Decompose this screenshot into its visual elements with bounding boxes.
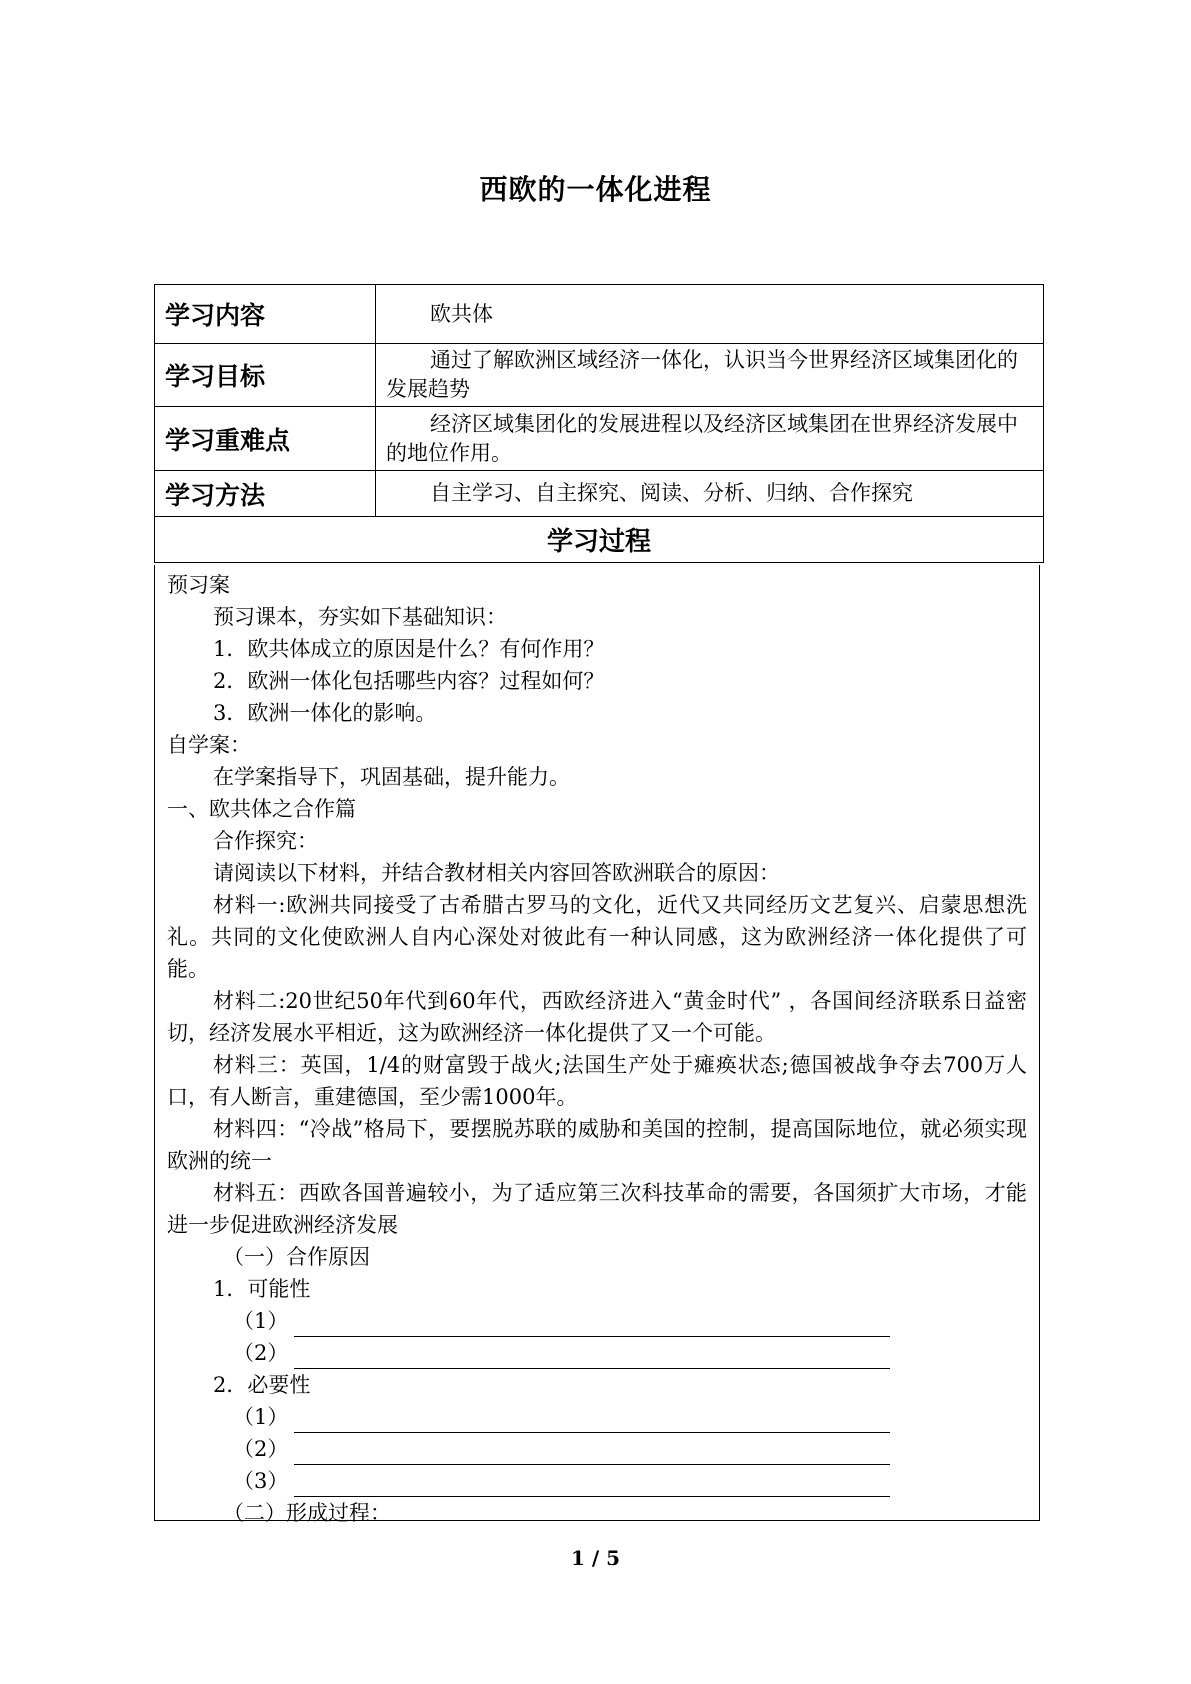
table-row [155,471,1044,517]
blank-line[interactable] [294,1310,890,1337]
page-number: 1 / 5 [570,1546,621,1570]
page-title: 西欧的一体化进程 [479,173,712,206]
process-header: 学习过程 [155,517,1044,563]
necessity-title: 2．必要性 [213,1373,311,1397]
answer-blank[interactable] [167,1305,1027,1337]
answer-blank[interactable] [167,1465,1027,1497]
blank-line[interactable] [294,1406,890,1433]
coop-intro: 请阅读以下材料，并结合教材相关内容回答欧洲联合的原因： [213,861,780,885]
row-value-text: 自主学习、自主探究、阅读、分析、归纳、合作探究 [430,481,913,505]
section-1-title: 一、欧共体之合作篇 [167,797,356,821]
process-body [154,565,1040,1525]
table-row [155,407,1044,471]
coop-title: 合作探究： [213,829,318,853]
blank-line[interactable] [294,1342,890,1369]
preview-intro: 预习课本，夯实如下基础知识： [213,605,507,629]
blank-number: （3） [233,1469,289,1493]
material-5: 材料五：西欧各国普遍较小，为了适应第三次科技革命的需要，各国须扩大市场，才能进一步促进欧洲经济发展 [167,1181,1027,1237]
study-info-table [154,284,1044,563]
blank-number: （2） [233,1437,289,1461]
material-2: 材料二:20世纪50年代到60年代，西欧经济进入“黄金时代” ，各国间经济联系日益密切，经济发展水平相近，这为欧洲经济一体化提供了又一个可能。 [167,989,1027,1045]
question-2: 2．欧洲一体化包括哪些内容？过程如何？ [213,669,605,693]
table-row [155,517,1044,563]
table-row [155,285,1044,344]
blank-number: （1） [233,1309,289,1333]
answer-blank[interactable] [167,1433,1027,1465]
possibility-title: 1．可能性 [213,1277,311,1301]
row-value-text: 经济区域集团化的发展进程以及经济区域集团在世界经济发展中的地位作用。 [386,411,1018,465]
question-3: 3．欧洲一体化的影响。 [213,701,437,725]
blank-line[interactable] [294,1470,890,1497]
sub-1-title: （一）合作原因 [223,1245,370,1269]
row-value-text: 欧共体 [430,301,493,326]
row-label: 学习内容 [155,285,376,344]
self-study-text: 在学案指导下，巩固基础，提升能力。 [213,765,570,789]
question-1: 1．欧共体成立的原因是什么？有何作用？ [213,637,605,661]
material-4: 材料四：“冷战”格局下，要摆脱苏联的威胁和美国的控制，提高国际地位，就必须实现欧洲的统一 [167,1117,1027,1173]
blank-line[interactable] [294,1438,890,1465]
blank-number: （1） [233,1405,289,1429]
answer-blank[interactable] [167,1401,1027,1433]
row-label: 学习方法 [155,471,376,517]
self-study-title: 自学案： [167,733,251,757]
table-row [155,344,1044,407]
row-value [376,471,1044,517]
material-3: 材料三：英国，1/4的财富毁于战火;法国生产处于瘫痪状态;德国被战争夺去700万人口，有人断言，重建德国，至少需1000年。 [167,1053,1027,1109]
row-label: 学习目标 [155,344,376,407]
row-value [376,285,1044,344]
row-value [376,407,1044,471]
material-1: 材料一:欧洲共同接受了古希腊古罗马的文化，近代又共同经历文艺复兴、启蒙思想洗礼。共同的文化使欧洲人自内心深处对彼此有一种认同感，这为欧洲经济一体化提供了可能。 [167,893,1027,981]
answer-blank[interactable] [167,1337,1027,1369]
blank-number: （2） [233,1341,289,1365]
preview-title: 预习案 [167,573,230,597]
row-label: 学习重难点 [155,407,376,471]
row-value-text: 通过了解欧洲区域经济一体化，认识当今世界经济区域集团化的发展趋势 [386,348,1018,401]
row-value [376,344,1044,407]
sub-2-title: （二）形成过程： [223,1501,391,1525]
